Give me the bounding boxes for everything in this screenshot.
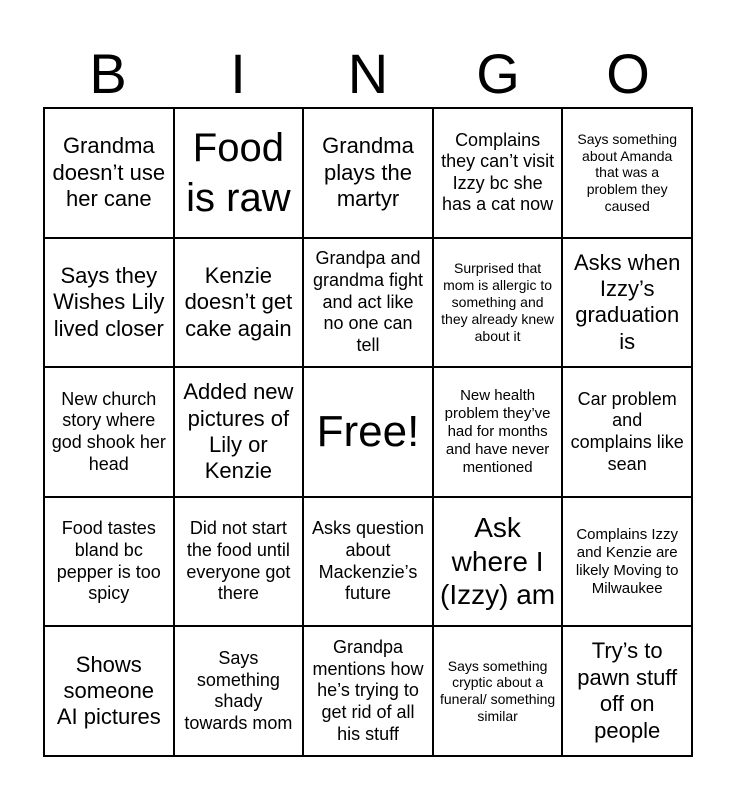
bingo-cell[interactable]: Complains Izzy and Kenzie are likely Moving to Milwaukee — [562, 497, 692, 627]
bingo-cell[interactable]: Kenzie doesn’t get cake again — [174, 238, 304, 368]
header-letter-g: G — [476, 42, 520, 105]
bingo-cell[interactable]: Surprised that mom is allergic to something and they already knew about it — [433, 238, 563, 368]
bingo-cell[interactable]: Ask where I (Izzy) am — [433, 497, 563, 627]
bingo-cell[interactable]: Grandma plays the martyr — [303, 108, 433, 238]
bingo-cell[interactable]: Asks when Izzy’s graduation is — [562, 238, 692, 368]
bingo-cell[interactable]: Grandma doesn’t use her cane — [44, 108, 174, 238]
bingo-cell[interactable]: New church story where god shook her head — [44, 367, 174, 497]
bingo-cell[interactable]: Grandpa and grandma fight and act like no one can tell — [303, 238, 433, 368]
bingo-cell[interactable]: Complains they can’t visit Izzy bc she has a cat now — [433, 108, 563, 238]
bingo-cell[interactable]: Food tastes bland bc pepper is too spicy — [44, 497, 174, 627]
header-letter-b: B — [89, 42, 127, 105]
bingo-cell[interactable]: Food is raw — [174, 108, 304, 238]
bingo-cell[interactable]: Added new pictures of Lily or Kenzie — [174, 367, 304, 497]
bingo-cell[interactable]: Says they Wishes Lily lived closer — [44, 238, 174, 368]
bingo-grid — [43, 107, 693, 757]
bingo-cell[interactable]: Asks question about Mackenzie’s future — [303, 497, 433, 627]
header-letter-n: N — [347, 42, 389, 105]
header-letter-i: I — [230, 42, 246, 105]
bingo-cell[interactable]: New health problem they’ve had for months and have never mentioned — [433, 367, 563, 497]
bingo-cell[interactable]: Car problem and complains like sean — [562, 367, 692, 497]
bingo-cell[interactable]: Says something shady towards mom — [174, 626, 304, 756]
header-letter-o: O — [606, 42, 650, 105]
bingo-header — [43, 40, 693, 108]
bingo-cell[interactable]: Shows someone AI pictures — [44, 626, 174, 756]
free-space[interactable]: Free! — [303, 367, 433, 497]
bingo-cell[interactable]: Try’s to pawn stuff off on people — [562, 626, 692, 756]
bingo-cell[interactable]: Did not start the food until everyone got there — [174, 497, 304, 627]
bingo-cell[interactable]: Says something cryptic about a funeral/ something similar — [433, 626, 563, 756]
bingo-cell[interactable]: Says something about Amanda that was a problem they caused — [562, 108, 692, 238]
bingo-cell[interactable]: Grandpa mentions how he’s trying to get rid of all his stuff — [303, 626, 433, 756]
